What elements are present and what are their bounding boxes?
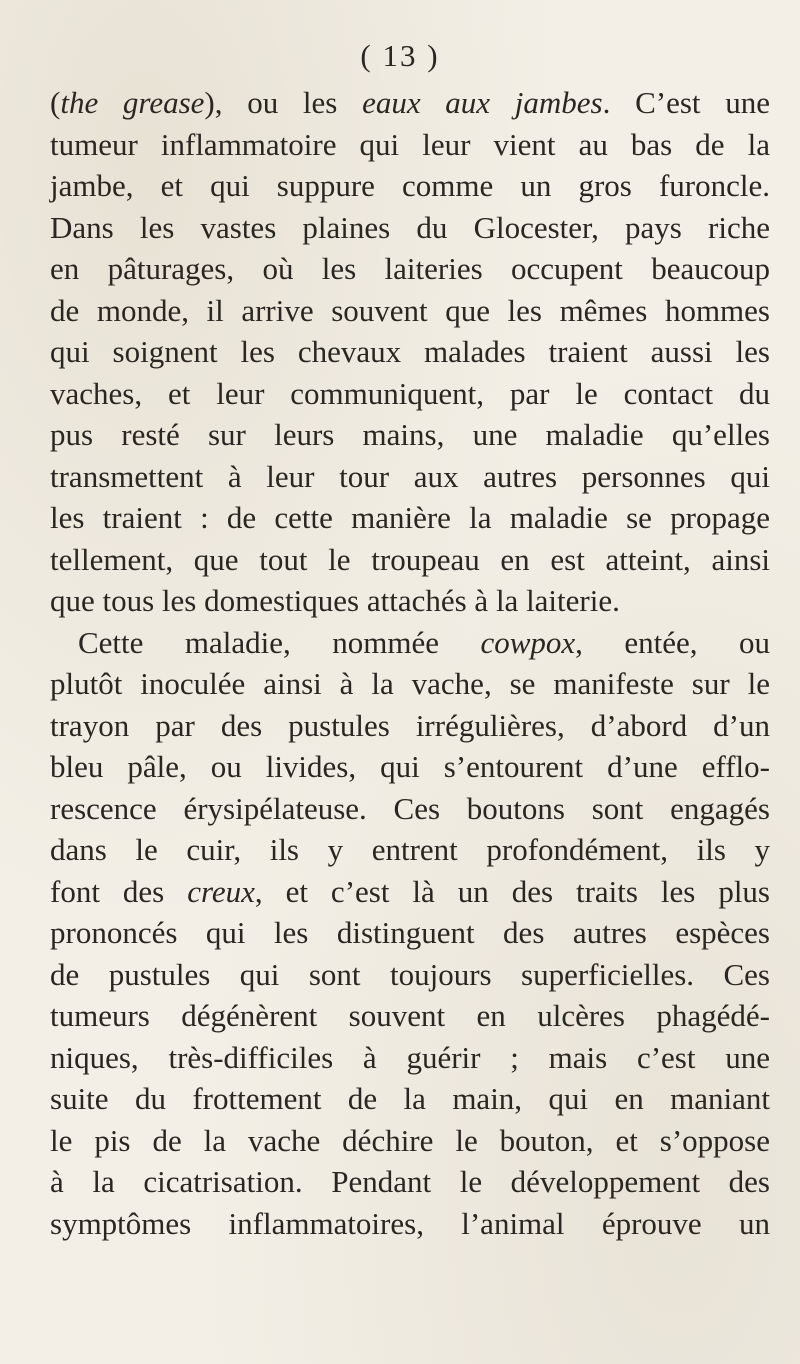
text-line: suite du frottement de la main, qui en maniant [50, 1081, 770, 1116]
text-line: que tous les domestiques attachés à la laiterie. [50, 583, 620, 618]
text-line: à la cicatrisation. Pendant le développement des [50, 1164, 770, 1199]
text-line: les traient : de cette manière la maladie se propage [50, 500, 770, 535]
italic-term: creux [187, 873, 255, 909]
page-number: ( 13 ) [360, 38, 440, 73]
text-line: (the grease), ou les eaux aux jambes. C’est une [50, 85, 770, 120]
text-line: niques, très-difficiles à guérir ; mais c’est une [50, 1039, 770, 1075]
text-line: font des creux, et c’est là un des traits les plus [50, 873, 770, 909]
text-line: transmettent à leur tour aux autres personnes qui [50, 458, 770, 494]
text-line: tumeur inflammatoire qui leur vient au bas de la [50, 126, 770, 162]
text-line: tellement, que tout le troupeau en est atteint, ainsi [50, 541, 770, 577]
text-line: rescence érysipélateuse. Ces boutons sont engagés [50, 790, 770, 826]
italic-term: cowpox [480, 624, 576, 660]
text-line: de monde, il arrive souvent que les mêmes hommes [50, 292, 770, 328]
text-line: tumeurs dégénèrent souvent en ulcères phagédé- [50, 998, 770, 1033]
text-line: plutôt inoculée ainsi à la vache, se manifeste sur le [50, 666, 770, 701]
body-text [50, 82, 770, 1244]
text-line: bleu pâle, ou livides, qui s’entourent d’une efflo- [50, 749, 770, 784]
text-line: le pis de la vache déchire le bouton, et s’oppose [50, 1122, 770, 1158]
text-line: prononcés qui les distinguent des autres espèces [50, 915, 770, 950]
text-line: trayon par des pustules irrégulières, d’abord d’un [50, 707, 770, 743]
text-line: dans le cuir, ils y entrent profondément, ils y [50, 832, 770, 867]
text-line: de pustules qui sont toujours superficielles. Ces [50, 956, 770, 992]
text-line: symptômes inflammatoires, l’animal éprouve un [50, 1205, 770, 1241]
text-line: Dans les vastes plaines du Glocester, pays riche [50, 209, 770, 245]
text-line: Cette maladie, nommée cowpox, entée, ou [78, 624, 771, 660]
text-line: pus resté sur leurs mains, une maladie qu’elles [50, 417, 770, 452]
text-line: en pâturages, où les laiteries occupent beaucoup [50, 251, 770, 286]
text-line: jambe, et qui suppure comme un gros furoncle. [50, 168, 770, 203]
text-line: qui soignent les chevaux malades traient aussi les [50, 334, 770, 369]
italic-term: eaux aux jambes [362, 85, 603, 120]
italic-term: the grease [60, 85, 205, 120]
text-line: vaches, et leur communiquent, par le contact du [50, 375, 770, 411]
